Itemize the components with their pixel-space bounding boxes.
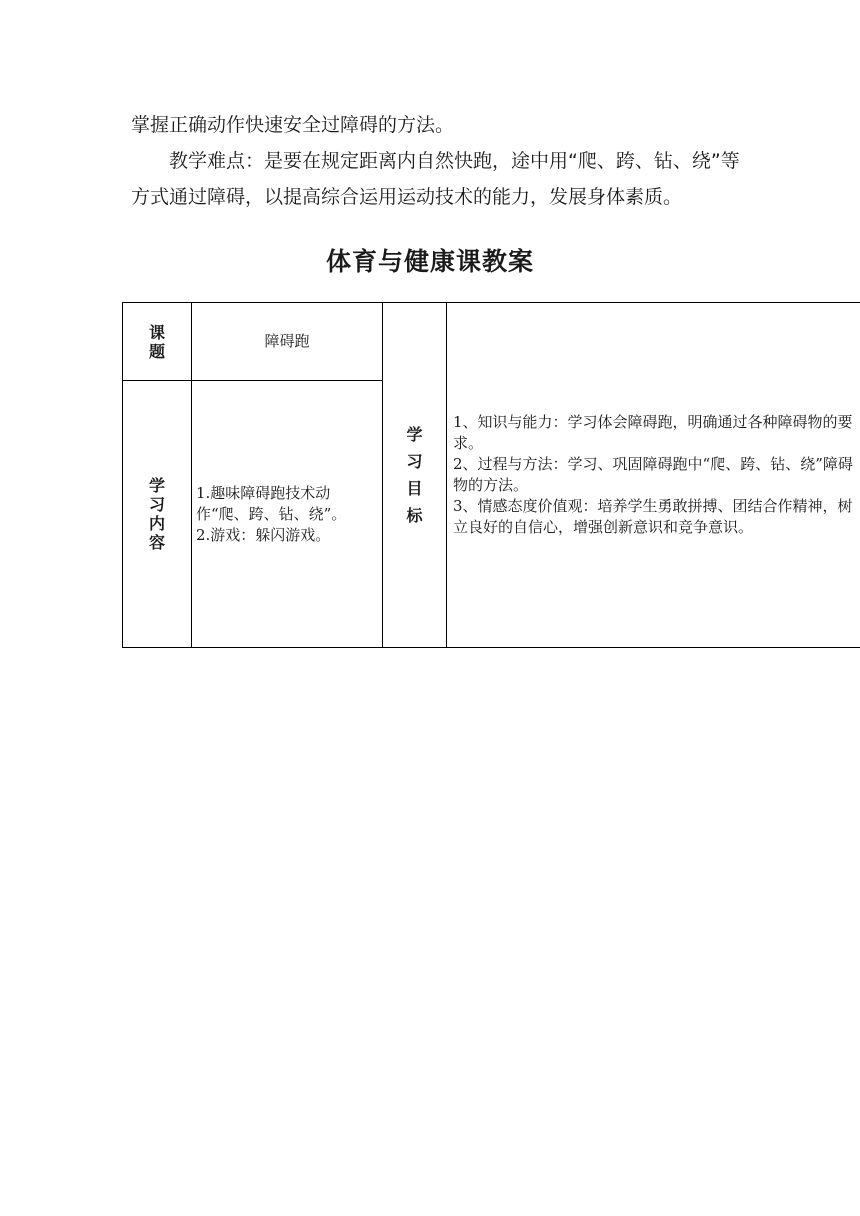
list-item: 2.游戏：躲闪游戏。 xyxy=(196,525,331,544)
list-item: 3、情感态度价值观：培养学生勇敢拼搏、团结合作精神，树立良好的自信心，增强创新意识和竞争意识。 xyxy=(453,497,853,536)
list-item: 1.趣味障碍跑技术动作“爬、跨、钻、绕”。 xyxy=(196,483,347,523)
content-items-cell xyxy=(196,381,380,647)
lesson-plan-table xyxy=(122,302,860,648)
topic-label: 课题 xyxy=(148,322,165,361)
goals-label: 学习目标 xyxy=(406,425,423,525)
goals-label-cell xyxy=(383,303,446,647)
table-divider-col3 xyxy=(446,302,447,648)
list-item: 2、过程与方法：学习、巩固障碍跑中“爬、跨、钻、绕”障碍物的方法。 xyxy=(453,455,853,494)
page-title: 体育与健康课教案 xyxy=(325,247,534,276)
topic-value: 障碍跑 xyxy=(264,332,310,350)
topic-label-cell xyxy=(123,303,191,380)
goals-list xyxy=(453,412,860,538)
table-border-bottom xyxy=(122,647,860,648)
paragraph-teaching-difficulty: 教学难点：是要在规定距离内自然快跑，途中用“爬、跨、钻、绕”等方式通过障碍，以提高综合运用运动技术的能力，发展身体素质。 xyxy=(131,150,740,208)
topic-value-cell xyxy=(192,303,382,380)
content-label-cell xyxy=(123,381,191,647)
list-item: 1、知识与能力：学习体会障碍跑，明确通过各种障碍物的要求。 xyxy=(453,413,853,452)
paragraph-key-point-end: 掌握正确动作快速安全过障碍的方法。 xyxy=(131,114,455,136)
content-label: 学习内容 xyxy=(148,476,165,552)
content-list xyxy=(196,483,380,546)
goals-items-cell xyxy=(453,303,860,647)
